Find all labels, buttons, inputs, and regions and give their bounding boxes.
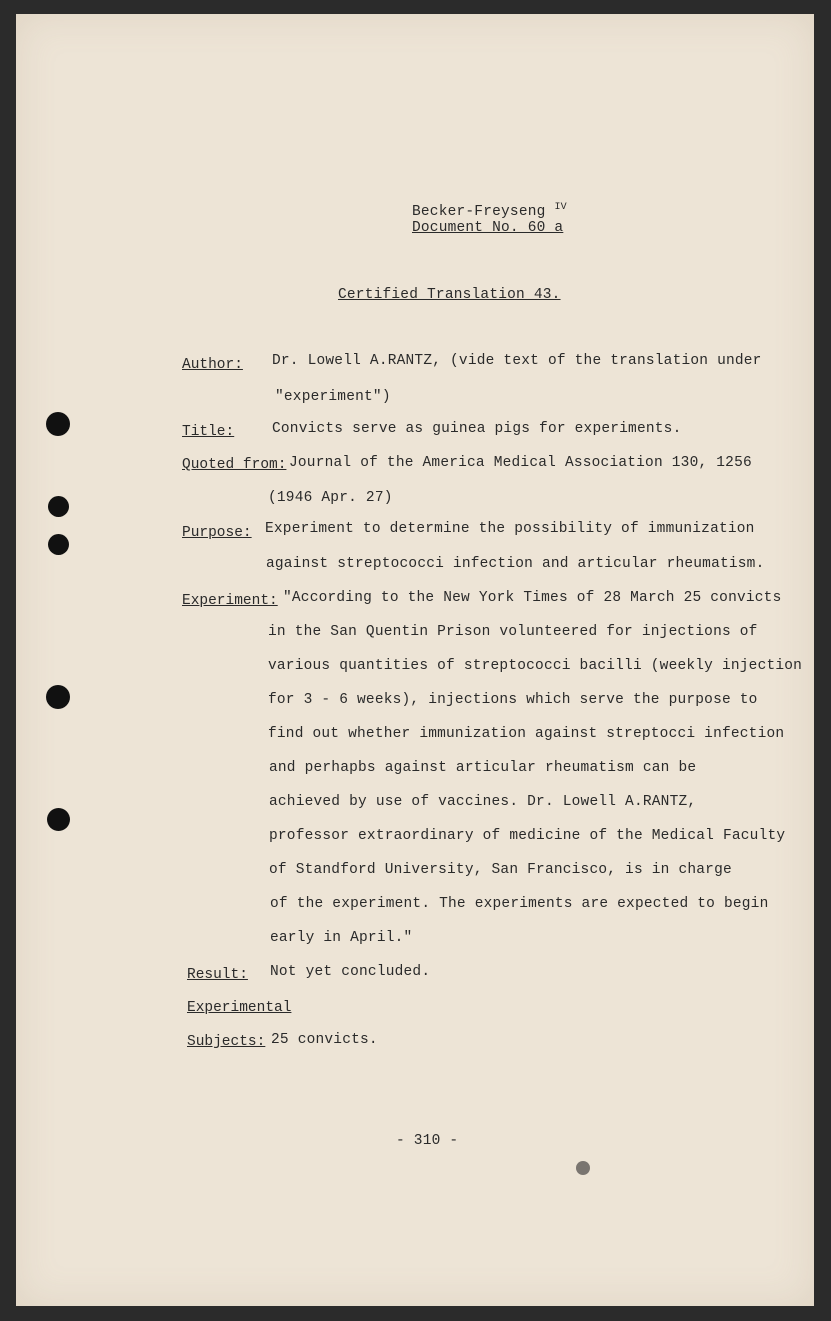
experiment-line: and perhapbs against articular rheumatism can be <box>269 760 697 776</box>
title-value: Convicts serve as guinea pigs for experiments. <box>272 421 682 437</box>
experiment-line: various quantities of streptococci bacilli (weekly injection <box>268 658 803 674</box>
ink-spot <box>576 1161 590 1175</box>
experiment-label: Experiment: <box>182 593 278 609</box>
purpose-line: Experiment to determine the possibility of immunization <box>265 521 755 537</box>
quoted-from-line: Journal of the America Medical Association 130, 1256 <box>289 455 752 471</box>
punch-hole <box>46 412 70 436</box>
experiment-line: of the experiment. The experiments are expected to begin <box>270 896 769 912</box>
experimental-label: Experimental <box>187 1000 292 1016</box>
punch-hole <box>47 808 70 831</box>
punch-hole <box>48 534 69 555</box>
experiment-line: achieved by use of vaccines. Dr. Lowell A.RANTZ, <box>269 794 697 810</box>
purpose-line: against streptococci infection and articular rheumatism. <box>266 556 765 572</box>
document-title: Certified Translation 43. <box>338 287 561 303</box>
header-line1: Becker-Freyseng $^{IV}$ <box>412 202 567 220</box>
subjects-label: Subjects: <box>187 1034 266 1050</box>
quoted-from-line: (1946 Apr. 27) <box>268 490 393 506</box>
author-line: Dr. Lowell A.RANTZ, (vide text of the translation under <box>272 353 762 369</box>
experiment-line: "According to the New York Times of 28 March 25 convicts <box>283 590 782 606</box>
experiment-line: of Standford University, San Francisco, is in charge <box>269 862 732 878</box>
quoted-from-label: Quoted from: <box>182 457 287 473</box>
result-value: Not yet concluded. <box>270 964 431 980</box>
author-line: "experiment") <box>275 389 391 405</box>
title-label: Title: <box>182 424 235 440</box>
experiment-line: for 3 - 6 weeks), injections which serve the purpose to <box>268 692 758 708</box>
header-document-number: Document No. 60 a <box>412 220 564 236</box>
purpose-label: Purpose: <box>182 525 252 541</box>
page-number: - 310 - <box>396 1133 459 1149</box>
experiment-line: early in April." <box>270 930 413 946</box>
subjects-value: 25 convicts. <box>271 1032 378 1048</box>
punch-hole <box>48 496 69 517</box>
experiment-line: in the San Quentin Prison volunteered for injections of <box>268 624 758 640</box>
document-page <box>16 14 814 1306</box>
punch-hole <box>46 685 70 709</box>
experiment-line: find out whether immunization against streptocci infection <box>268 726 785 742</box>
experiment-line: professor extraordinary of medicine of the Medical Faculty <box>269 828 786 844</box>
result-label: Result: <box>187 967 248 983</box>
author-label: Author: <box>182 357 243 373</box>
